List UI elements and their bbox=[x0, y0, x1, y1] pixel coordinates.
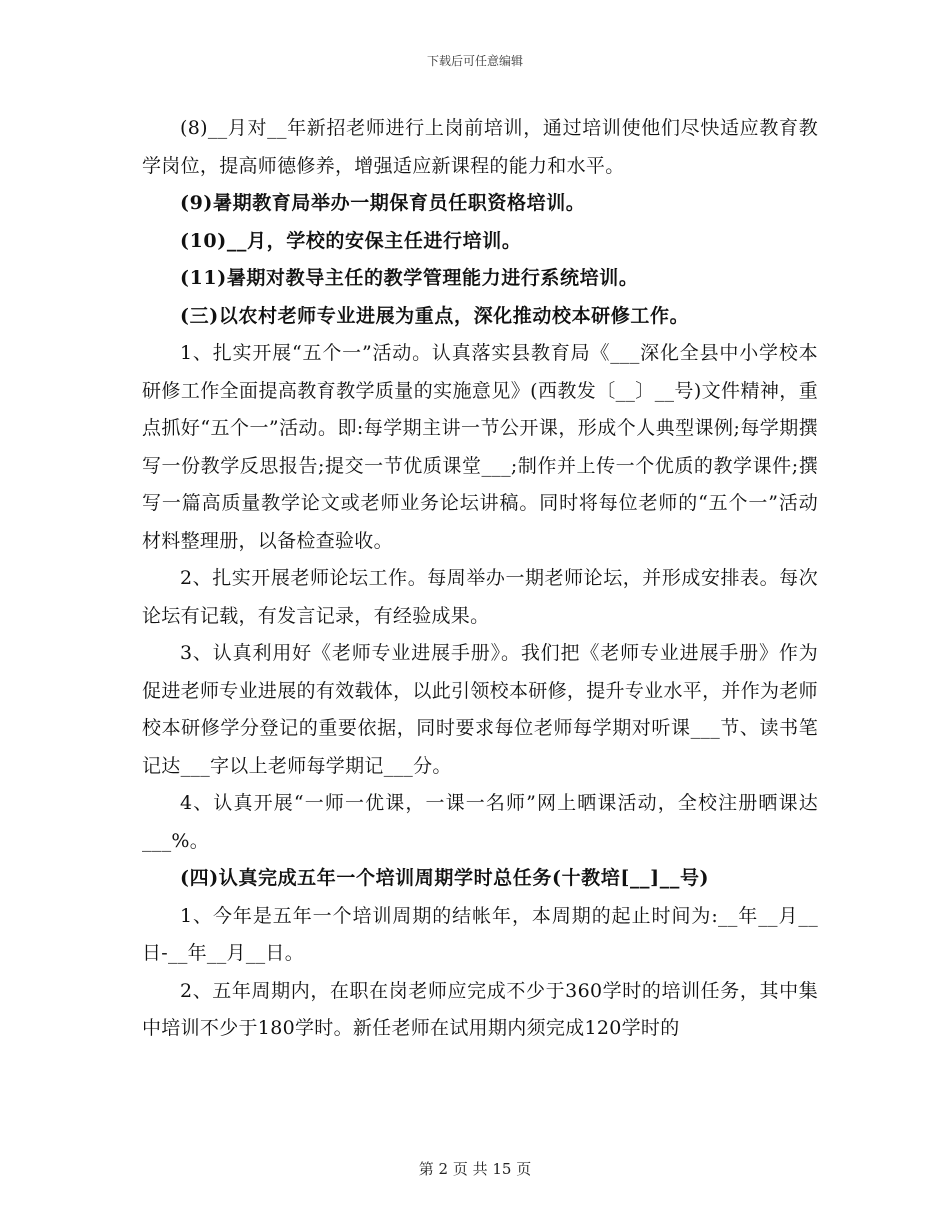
paragraph-8: (8)__月对__年新招老师进行上岗前培训，通过培训使他们尽快适应教育教学岗位，提高师德修养，增强适应新课程的能力和水平。 bbox=[142, 117, 818, 177]
paragraph-9: (9)暑期教育局举办一期保育员任职资格培训。 bbox=[180, 192, 586, 214]
section-heading-3: (三)以农村老师专业进展为重点，深化推动校本研修工作。 bbox=[180, 304, 690, 327]
section-heading-4: (四)认真完成五年一个培训周期学时总任务(十教培[__]__号) bbox=[180, 867, 710, 889]
item-1-cycle-year: 1、今年是五年一个培训周期的结帐年，本周期的起止时间为:__年__月__日-__年__月__日。 bbox=[142, 904, 818, 964]
page-number: 第 2 页 共 15 页 bbox=[418, 1160, 532, 1178]
item-1-five-ones: 1、扎实开展“五个一”活动。认真落实县教育局《___深化全县中小学校本研修工作全面提高教育教学质量的实施意见》(西教发〔__〕__号)文件精神，重点抓好“五个一”活动。即:每学期主讲一节公开课，形成个人典型课例;每学期撰写一份教学反思报告;提交一节优质课堂___;制作并上传一个优质的教学课件;撰写一篇高质量教学论文或老师业务论坛讲稿。同时将每位老师的“五个一”活动材料整理册，以备检查验收。 bbox=[142, 342, 818, 552]
item-2-teacher-forum: 2、扎实开展老师论坛工作。每周举办一期老师论坛，并形成安排表。每次论坛有记载，有发言记录，有经验成果。 bbox=[142, 567, 818, 627]
paragraph-11: (11)暑期对教导主任的教学管理能力进行系统培训。 bbox=[180, 267, 639, 289]
paragraph-10: (10)__月，学校的安保主任进行培训。 bbox=[180, 229, 522, 252]
page-header-note: 下载后可任意编辑 bbox=[426, 54, 523, 68]
document-body bbox=[142, 110, 818, 1048]
item-3-handbook: 3、认真利用好《老师专业进展手册》。我们把《老师专业进展手册》作为促进老师专业进展的有效载体，以此引领校本研修，提升专业水平，并作为老师校本研修学分登记的重要依据，同时要求每位老师每学期对听课___节、读书笔记达___字以上老师每学期记___分。 bbox=[142, 642, 818, 777]
item-2-training-hours: 2、五年周期内，在职在岗老师应完成不少于360学时的培训任务，其中集中培训不少于180学时。新任老师在试用期内须完成120学时的 bbox=[142, 979, 818, 1039]
item-4-online-lessons: 4、认真开展“一师一优课，一课一名师”网上晒课活动，全校注册晒课达___%。 bbox=[142, 792, 818, 852]
